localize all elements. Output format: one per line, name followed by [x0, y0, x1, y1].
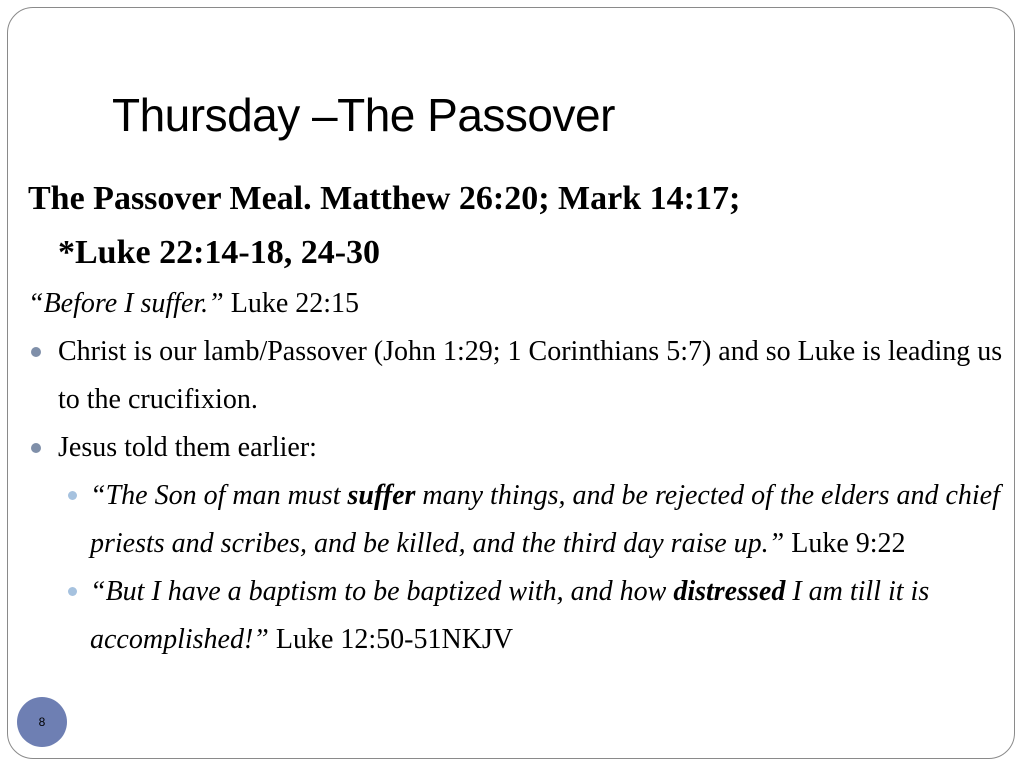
sub-bullet-dot-icon [68, 587, 77, 596]
bullet-dot-icon [31, 347, 41, 357]
scripture-emphasis: suffer [347, 480, 416, 511]
scripture-text: many things, and be rejected of the elders and chief priests and scribes, and be killed, and the third day raise up.” [90, 480, 1000, 559]
slide-number: 8 [38, 715, 46, 729]
scripture-text: “But I have a baptism to be baptized with, and how [90, 576, 674, 607]
slide-content [28, 172, 1008, 664]
heading-line-2: *Luke 22:14-18, 24-30 [58, 234, 381, 271]
bullet-item [28, 328, 1008, 424]
bullet-text: Christ is our lamb/Passover (John 1:29; 1 Corinthians 5:7) and so Luke is leading us to the crucifixion. [58, 336, 1003, 415]
scripture-text: “The Son of man must [90, 480, 348, 511]
scripture-text: I am till it is accomplished!” [90, 576, 930, 655]
sub-bullet-dot-icon [68, 491, 77, 500]
scripture-reference: Luke 12:50-51NKJV [268, 624, 514, 655]
bullet-item [28, 424, 1008, 472]
slide-number-badge [17, 697, 67, 747]
bullet-dot-icon [31, 443, 41, 453]
sub-bullet-item [28, 568, 1008, 664]
bullet-text: Jesus told them earlier: [58, 432, 317, 463]
scripture-emphasis: distressed [673, 576, 786, 607]
section-heading [28, 172, 1008, 280]
quote-reference: Luke 22:15 [223, 288, 360, 319]
quote-text: “Before I suffer.” [28, 288, 224, 319]
sub-bullet-item [28, 472, 1008, 568]
quote-line [28, 280, 1008, 328]
heading-line-1: The Passover Meal. Matthew 26:20; Mark 14:17; [28, 180, 741, 217]
slide-title: Thursday –The Passover [112, 89, 615, 141]
scripture-reference: Luke 9:22 [784, 528, 906, 559]
